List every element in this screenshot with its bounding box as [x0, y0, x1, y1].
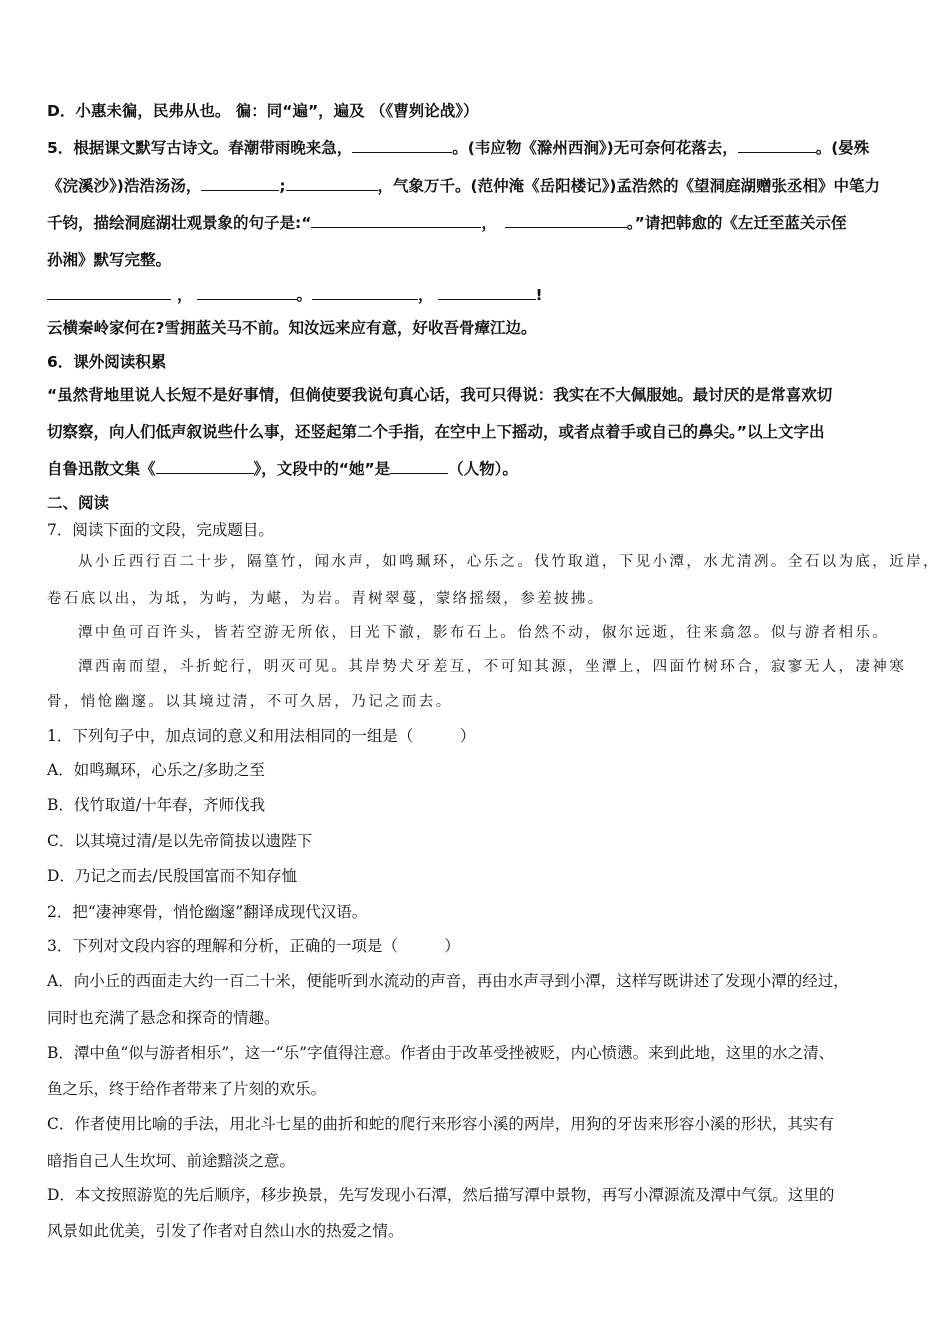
passage-p2: 潭中鱼可百许头，皆若空游无所依，日光下澈，影布石上。佁然不动，俶尔远逝，往来翕忽。似与游者相乐。: [78, 625, 890, 641]
fill-blank[interactable]: [505, 213, 627, 228]
fill-blank[interactable]: [201, 176, 279, 191]
fill-blank[interactable]: [286, 176, 378, 191]
q6-text: （人物）。: [448, 460, 518, 478]
passage-p1-line-2: 卷石底以出，为坻，为屿，为嵁，为岩。青树翠蔓，蒙络摇缀，参差披拂。: [47, 591, 605, 607]
q5-text: 。”请把韩愈的《左迁至蓝关示侄: [626, 214, 847, 232]
q6-line-2: 切察察，向人们低声叙说些什么事，还竖起第二个手指，在空中上下摇动，或者点着手或自己的鼻尖。”以上文字出: [47, 423, 825, 441]
answer-c-line-2: 暗指自己人生坎坷、前途黯淡之意。: [47, 1152, 296, 1170]
answer-d-line-1[interactable]: D．本文按照游览的先后顺序，移步换景，先写发现小石潭，然后描写潭中景物，再写小潭源流及潭中气氛。这里的: [47, 1186, 835, 1204]
sub-question-1: 1．下列句子中，加点词的意义和用法相同的一组是（ ）: [47, 727, 476, 745]
answer-c-line-1[interactable]: C．作者使用比喻的手法，用北斗七星的曲折和蛇的爬行来形容小溪的两岸，用狗的牙齿来形容小溪的形状，其实有: [47, 1115, 834, 1133]
answer-b-line-1[interactable]: B．潭中鱼“似与游者相乐”，这一“乐”字值得注意。作者由于改革受挫被贬，内心愤懑。来到此地，这里的水之清、: [47, 1044, 835, 1062]
answer-d-line-2: 风景如此优美，引发了作者对自然山水的热爱之情。: [47, 1222, 404, 1240]
fill-blank[interactable]: [197, 285, 297, 300]
q5-line-1: [47, 138, 869, 158]
passage-p3-line-1: 潭西南而望，斗折蛇行，明灭可见。其岸势犬牙差互，不可知其源，坐潭上，四面竹树环合，寂寥无人，凄神寒: [78, 659, 907, 675]
passage-p3-line-2: 骨，悄怆幽邃。以其境过清，不可久居，乃记之而去。: [47, 694, 453, 710]
fill-blank[interactable]: [47, 285, 171, 300]
q6-text: 自鲁迅散文集《: [47, 460, 156, 478]
q5-line-4: 孙湘》默写完整。: [47, 251, 172, 269]
q6-title: 6．课外阅读积累: [47, 353, 167, 371]
answer-b-line-2: 鱼之乐，终于给作者带来了片刻的欢乐。: [47, 1080, 327, 1098]
option-b[interactable]: B．伐竹取道/十年春，齐师伐我: [47, 796, 266, 814]
q5-text: ，: [481, 214, 497, 232]
q6-line-1: “虽然背地里说人长短不是好事情，但倘使要我说句真心话，我可只得说：我实在不大佩服她。最讨厌的是常喜欢切: [47, 386, 833, 404]
q5-line-3: [47, 213, 846, 233]
fill-blank[interactable]: [352, 138, 452, 153]
q5-line-5: [47, 285, 543, 305]
q5-text: 《浣溪沙》)浩浩汤汤，: [47, 177, 202, 195]
sub-question-3: 3．下列对文段内容的理解和分析，正确的一项是（ ）: [47, 937, 460, 955]
q5-text: ;: [279, 177, 286, 195]
option-d[interactable]: D．乃记之而去/民殷国富而不知存恤: [47, 867, 298, 885]
passage-p1-line-1: 从小丘西行百二十步，隔篁竹，闻水声，如鸣珮环，心乐之。伐竹取道，下见小潭，水尤清冽。全石以为底，近岸，: [78, 554, 940, 570]
q5-text: ，: [418, 286, 434, 304]
q5-text: !: [535, 286, 543, 304]
sub-question-2: 2．把“凄神寒骨，悄怆幽邃”翻译成现代汉语。: [47, 903, 368, 921]
option-a[interactable]: A．如鸣珮环，心乐之/多助之至: [47, 761, 265, 779]
q5-text: ，气象万千。(范仲淹《岳阳楼记》)孟浩然的《望洞庭湖赠张丞相》中笔力: [377, 177, 880, 195]
q5-text: ，: [177, 286, 193, 304]
q6-line-3: [47, 459, 518, 479]
q5-line-2: [47, 176, 880, 196]
fill-blank[interactable]: [312, 285, 418, 300]
q6-text: 》，文段中的“她”是: [253, 460, 391, 478]
option-c[interactable]: C．以其境过清/是以先帝简拔以遗陛下: [47, 832, 313, 850]
fill-blank[interactable]: [390, 459, 448, 474]
section-heading: 二、阅读: [47, 494, 110, 512]
answer-a-line-1[interactable]: A．向小丘的西面走大约一百二十米，便能听到水流动的声音，再由水声寻到小潭，这样写既讲述了发现小潭的经过，: [47, 972, 849, 990]
fill-blank[interactable]: [738, 138, 816, 153]
q5-text: 。(韦应物《滁州西涧》)无可奈何花落去，: [452, 139, 738, 157]
q5-text: 千钧，描绘洞庭湖壮观景象的句子是:“: [47, 214, 312, 232]
q5-text: 。: [296, 286, 313, 304]
q7-intro: 7．阅读下面的文段，完成题目。: [47, 521, 274, 539]
q5-text: 。(晏殊: [815, 139, 870, 157]
option-d-line: D．小惠未徧，民弗从也。 徧：同“遍”，遍及 （《曹刿论战》）: [47, 102, 479, 120]
q5-line-6: 云横秦岭家何在?雪拥蓝关马不前。知汝远来应有意，好收吾骨瘴江边。: [47, 319, 537, 337]
q5-text: 5．根据课文默写古诗文。春潮带雨晚来急，: [47, 139, 353, 157]
answer-a-line-2: 同时也充满了悬念和探奇的情趣。: [47, 1009, 280, 1027]
fill-blank[interactable]: [311, 213, 481, 228]
fill-blank[interactable]: [438, 285, 536, 300]
fill-blank[interactable]: [156, 459, 254, 474]
